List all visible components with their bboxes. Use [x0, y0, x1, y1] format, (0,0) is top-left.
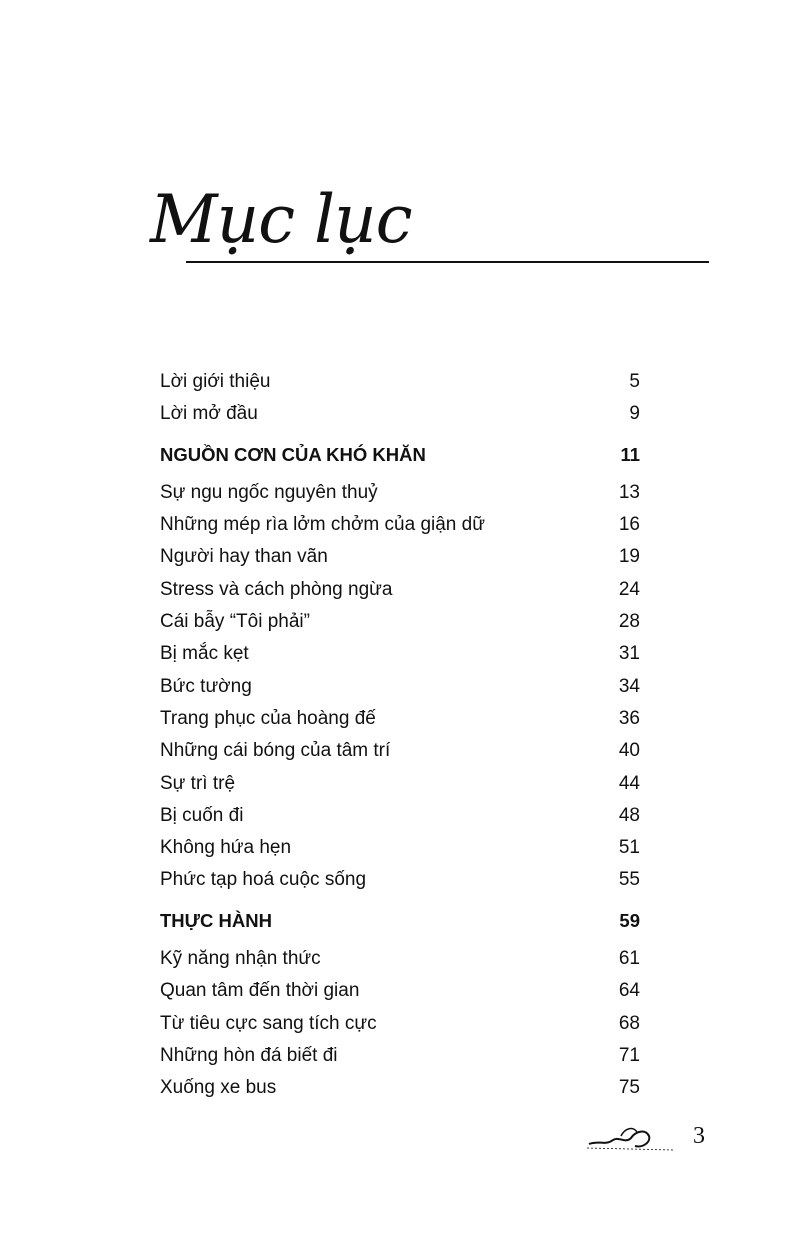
toc-entry: [160, 832, 640, 864]
toc-entry-page: 48: [618, 804, 640, 826]
toc-entry: [160, 703, 640, 735]
toc-entry-title: NGUỒN CƠN CỦA KHÓ KHĂN: [160, 443, 426, 465]
toc-entry: [160, 671, 640, 703]
toc-entry-page: 11: [620, 443, 640, 465]
toc-entry-title: Bị mắc kẹt: [160, 643, 249, 665]
toc-section-heading: [160, 905, 640, 937]
toc-entry-title: Lời giới thiệu: [160, 371, 271, 392]
toc-entry-title: Từ tiêu cực sang tích cực: [160, 1012, 377, 1034]
toc-entry-page: 28: [618, 611, 640, 633]
toc-entry-title: Stress và cách phòng ngừa: [160, 578, 393, 600]
toc-entry-page: 61: [618, 948, 640, 970]
toc-entry-title: Những mép rìa lởm chởm của giận dữ: [160, 514, 485, 536]
toc-entry-page: 34: [618, 675, 640, 697]
toc-entry-page: 24: [618, 578, 640, 600]
toc-entry: [160, 541, 640, 573]
toc-entry-page: 31: [618, 643, 640, 665]
toc-entry-page: 9: [629, 403, 640, 425]
toc-entry-page: 59: [619, 909, 640, 931]
toc-entry-page: 13: [618, 481, 640, 503]
toc-entry: [160, 864, 640, 896]
toc-entry: [160, 800, 640, 832]
toc-entry: [160, 398, 640, 430]
toc-entry: [160, 943, 640, 975]
toc-entry-page: 40: [618, 740, 640, 762]
toc-entry-title: Quan tâm đến thời gian: [160, 980, 360, 1002]
toc-entry: [160, 606, 640, 638]
toc-entry-title: Lời mở đầu: [160, 403, 258, 425]
toc-entry: [160, 477, 640, 509]
toc-entry-title: Xuống xe bus: [160, 1077, 277, 1099]
toc-entry-page: 5: [629, 371, 640, 392]
toc-entry-title: Những hòn đá biết đi: [160, 1044, 338, 1066]
toc-entry-title: Bức tường: [160, 675, 252, 697]
toc-entry-title: Kỹ năng nhận thức: [160, 948, 321, 970]
toc-entry: [160, 638, 640, 670]
toc-entry: [160, 1040, 640, 1072]
page-number: 3: [693, 1123, 705, 1149]
toc-entry-title: Sự trì trệ: [160, 772, 236, 794]
toc-entry-page: 55: [618, 869, 640, 891]
toc-entry: [160, 574, 640, 606]
toc-entry-title: Cái bẫy “Tôi phải”: [160, 611, 310, 633]
toc-entry-title: Những cái bóng của tâm trí: [160, 740, 391, 762]
toc-entry-title: Phức tạp hoá cuộc sống: [160, 869, 367, 891]
toc-entry-title: Không hứa hẹn: [160, 837, 292, 859]
toc-entry: [160, 975, 640, 1007]
toc-entry-title: Bị cuốn đi: [160, 804, 244, 826]
toc-entry: [160, 366, 640, 398]
title-underline: [186, 261, 709, 263]
toc-entry-page: 36: [618, 707, 640, 729]
toc-entry-title: Trang phục của hoàng đế: [160, 707, 376, 729]
toc-entry: [160, 1072, 640, 1104]
toc-entry-page: 44: [618, 772, 640, 794]
ornament-icon: [585, 1118, 675, 1158]
toc-entry-page: 51: [618, 837, 640, 859]
toc-entry: [160, 735, 640, 767]
page-title: Mục lục: [150, 181, 412, 258]
toc-entry: [160, 1008, 640, 1040]
toc-entry-page: 71: [618, 1044, 640, 1066]
toc-entry-page: 19: [618, 546, 640, 568]
toc-entry-title: Người hay than vãn: [160, 546, 328, 568]
toc-entry-title: Sự ngu ngốc nguyên thuỷ: [160, 481, 378, 503]
toc-entry-page: 75: [618, 1077, 640, 1099]
toc-entry: [160, 768, 640, 800]
toc-entry-title: THỰC HÀNH: [160, 909, 272, 931]
toc-entry-page: 64: [618, 980, 640, 1002]
toc-entry-page: 68: [618, 1012, 640, 1034]
table-of-contents: [160, 366, 640, 1105]
toc-entry: [160, 509, 640, 541]
toc-section-heading: [160, 439, 640, 471]
toc-entry-page: 16: [618, 514, 640, 536]
